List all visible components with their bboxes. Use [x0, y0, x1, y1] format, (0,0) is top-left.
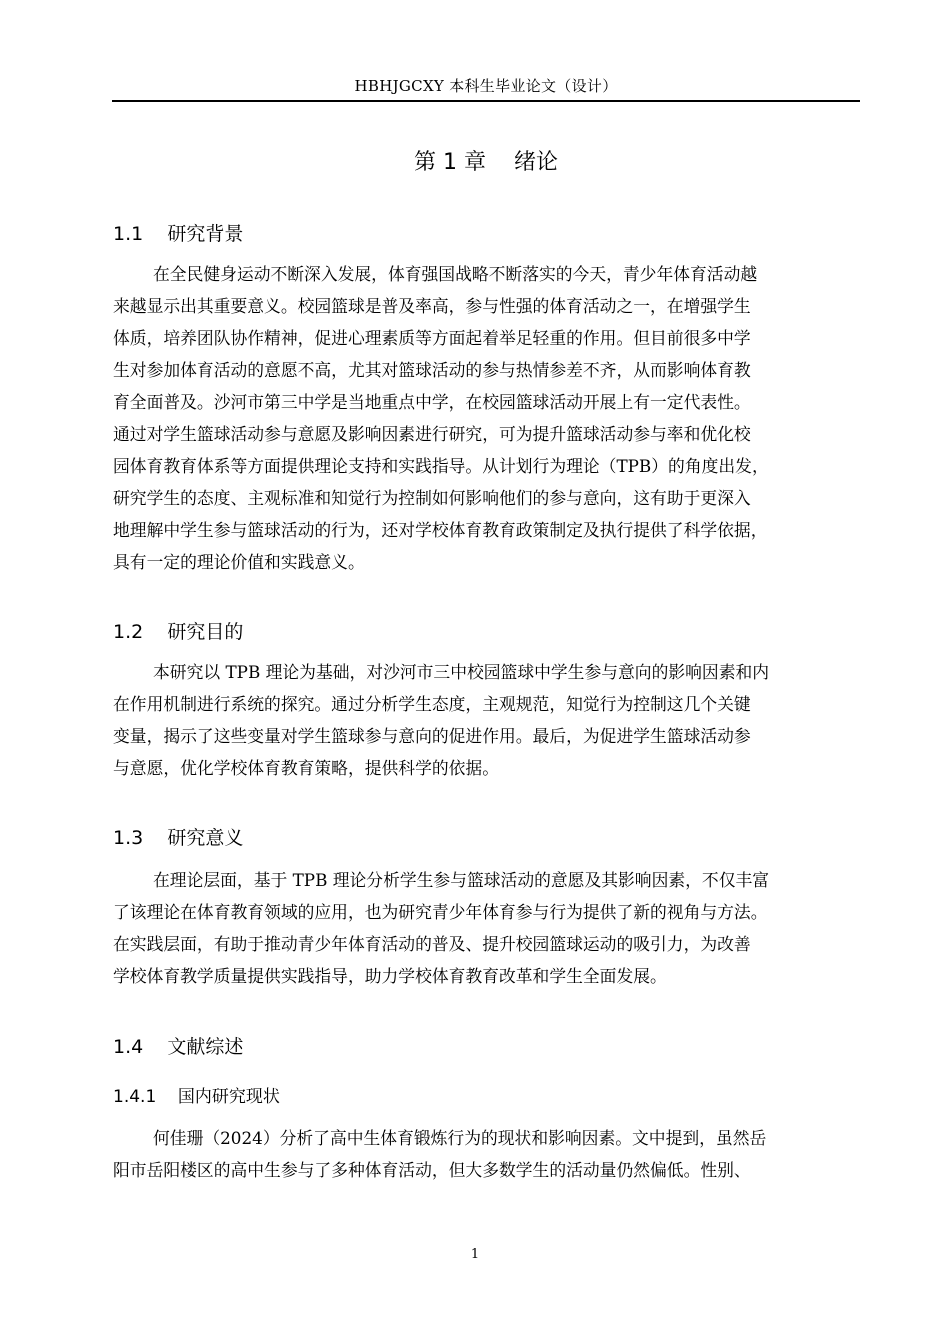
chapter-title: 第 1 章 绪论 [414, 150, 558, 175]
paragraph-line: 通过对学生篮球活动参与意愿及影响因素进行研究，可为提升篮球活动参与率和优化校 [113, 424, 751, 444]
paragraph-line: 在全民健身运动不断深入发展，体育强国战略不断落实的今天，青少年体育活动越 [153, 264, 758, 284]
paragraph-line: 研究学生的态度、主观标准和知觉行为控制如何影响他们的参与意向，这有助于更深入 [113, 488, 751, 508]
paragraph-line: 与意愿，优化学校体育教育策略，提供科学的依据。 [113, 758, 499, 778]
paragraph-line: 本研究以 TPB 理论为基础，对沙河市三中校园篮球中学生参与意向的影响因素和内 [153, 662, 770, 682]
section-heading-1-3: 1.3 研究意义 [113, 827, 244, 849]
paragraph-line: 了该理论在体育教育领域的应用，也为研究青少年体育参与行为提供了新的视角与方法。 [113, 902, 768, 922]
section-heading-1-2: 1.2 研究目的 [113, 621, 244, 643]
paragraph-line: 变量，揭示了这些变量对学生篮球参与意向的促进作用。最后，为促进学生篮球活动参 [113, 726, 751, 746]
paragraph-research-background [113, 258, 861, 578]
paragraph-line: 具有一定的理论价值和实践意义。 [113, 552, 365, 572]
running-header [112, 76, 860, 102]
paragraph-line: 学校体育教学质量提供实践指导，助力学校体育教育改革和学生全面发展。 [113, 966, 667, 986]
paragraph-line: 园体育教育体系等方面提供理论支持和实践指导。从计划行为理论（TPB）的角度出发， [113, 456, 769, 476]
paragraph-line: 育全面普及。沙河市第三中学是当地重点中学，在校园篮球活动开展上有一定代表性。 [113, 392, 751, 412]
paragraph-line: 来越显示出其重要意义。校园篮球是普及率高，参与性强的体育活动之一，在增强学生 [113, 296, 751, 316]
paragraph-line: 生对参加体育活动的意愿不高，尤其对篮球活动的参与热情参差不齐，从而影响体育教 [113, 360, 751, 380]
page-number: 1 [470, 1247, 480, 1262]
paragraph-line: 在作用机制进行系统的探究。通过分析学生态度，主观规范，知觉行为控制这几个关键 [113, 694, 751, 714]
paragraph-domestic-research [113, 1122, 861, 1186]
paragraph-line: 体质，培养团队协作精神，促进心理素质等方面起着举足轻重的作用。但目前很多中学 [113, 328, 751, 348]
paragraph-line: 地理解中学生参与篮球活动的行为，还对学校体育教育政策制定及执行提供了科学依据， [113, 520, 768, 540]
paragraph-line: 在实践层面，有助于推动青少年体育活动的普及、提升校园篮球运动的吸引力，为改善 [113, 934, 751, 954]
subsection-heading-1-4-1: 1.4.1 国内研究现状 [113, 1087, 280, 1107]
paragraph-line: 何佳珊（2024）分析了高中生体育锻炼行为的现状和影响因素。文中提到，虽然岳 [153, 1128, 767, 1148]
section-heading-1-1: 1.1 研究背景 [113, 223, 244, 245]
section-heading-1-4: 1.4 文献综述 [113, 1036, 244, 1058]
paragraph-research-purpose [113, 656, 861, 784]
paragraph-research-significance [113, 864, 861, 992]
running-header-title: HBHJGCXY 本科生毕业论文（设计） [354, 77, 618, 95]
paragraph-line: 阳市岳阳楼区的高中生参与了多种体育活动，但大多数学生的活动量仍然偏低。性别、 [113, 1160, 751, 1180]
paragraph-line: 在理论层面，基于 TPB 理论分析学生参与篮球活动的意愿及其影响因素，不仅丰富 [153, 870, 770, 890]
